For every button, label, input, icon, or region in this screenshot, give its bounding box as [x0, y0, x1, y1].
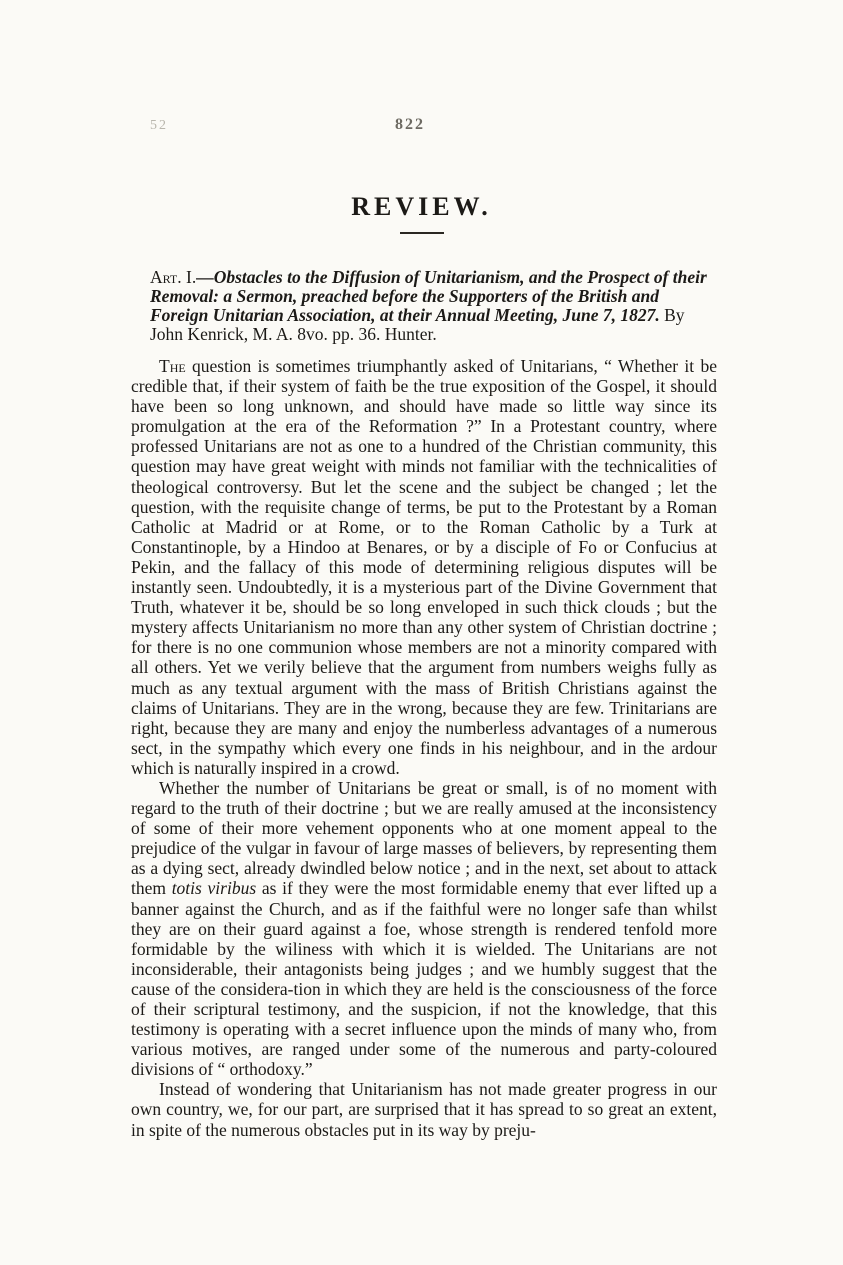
paragraph [131, 1079, 717, 1139]
paragraph [131, 356, 717, 778]
running-head-fragment: 52 [150, 118, 168, 133]
latin-phrase: totis viribus [171, 878, 257, 899]
article-heading: Art. I.—Obstacles to the Diffusion of Unitarianism, and the Prospect of their Removal: a Sermon, preached before the Supporters of the British and Foreign Unitarian Association, at their Annual Meeting, June 7, 1827. By John Kenrick, M. A. 8vo. pp. 36. Hunter. [150, 267, 707, 344]
paragraph-first-word: The [159, 356, 186, 376]
paragraph-text: question is sometimes triumphantly asked of Unitarians, “ Whether it be credible that, if their system of faith be the true exposition of the Gospel, it should have been so long unknown, and should have made so little way since its promulgation at the era of the Reformation ?” In a Protestant country, where professed Unitarians are not as one to a hundred of the Christian community, this question may have great weight with minds not familiar with the technicalities of theological controversy. But let the scene and the subject be changed ; let the question, with the requisite change of terms, be put to the Protestant by a Roman Catholic at Madrid or at Rome, or to the Roman Catholic by a Turk at Constantinople, by a Hindoo at Benares, or by a disciple of Fo or Confucius at Pekin, and the fallacy of this mode of determining religious disputes will be instantly seen. Undoubtedly, it is a mysterious part of the Divine Government that Truth, whatever it be, should be so long enveloped in such thick clouds ; but the mystery affects Unitarianism no more than any other system of Christian doctrine ; for there is no one communion whose members are not a minority compared with all others. Yet we verily believe that the argument from numbers weighs fully as much as any textual argument with the mass of British Christians against the claims of Unitarians. They are in the wrong, because they are few. Trinitarians are right, because they are many and enjoy the numberless advantages of a numerous sect, in the sympathy which every one finds in his neighbour, and in the ardour which is naturally inspired in a crowd. [131, 356, 717, 778]
paragraph [131, 778, 717, 1079]
title-rule [400, 232, 444, 234]
paragraph-text: Whether the number of Unitarians be great or small, is of no moment with regard to the truth of their doctrine ; but we are really amused at the inconsistency of some of their more vehement opponents who at one moment appeal to the prejudice of the vulgar in favour of large masses of believers, by representing them as a dying sect, already dwindled below notice ; and in the next, set about to attack them [131, 777, 717, 899]
article-title: Obstacles to the Diffusion of Unitarianism, and the Prospect of their Removal: a Sermon, preached before the Supporters of the British and Foreign Unitarian Association, at their Annual Meeting, June 7, 1827. [150, 267, 707, 325]
page-number: 822 [395, 116, 425, 133]
article-number: Art. I. [150, 267, 197, 287]
paragraph-text: Instead of wondering that Unitarianism has not made greater progress in our own country, we, for our part, are surprised that it has spread to so great an extent, in spite of the numerous obstacles put in its way by preju- [131, 1079, 717, 1140]
article-byline: By John Kenrick, M. A. 8vo. pp. 36. Hunter. [150, 305, 685, 344]
paragraph-text: as if they were the most formidable enemy that ever lifted up a banner against the Church, and as if the faithful were no longer safe than whilst they are on their guard against a foe, whose strength is rendered tenfold more formidable by the wiliness with which it is wielded. The Unitarians are not inconsiderable, their antagonists being judges ; and we humbly suggest that the cause of the considera-tion in which they are held is the consciousness of the force of their scriptural testimony, and the suspicion, if not the knowledge, that this testimony is operating with a secret influence upon the minds of many who, from various motives, are ranged under some of the numerous and party-coloured divisions of “ orthodoxy.” [131, 878, 717, 1080]
section-title: REVIEW. [351, 192, 492, 221]
article-body [131, 356, 717, 1140]
running-head [150, 118, 710, 136]
